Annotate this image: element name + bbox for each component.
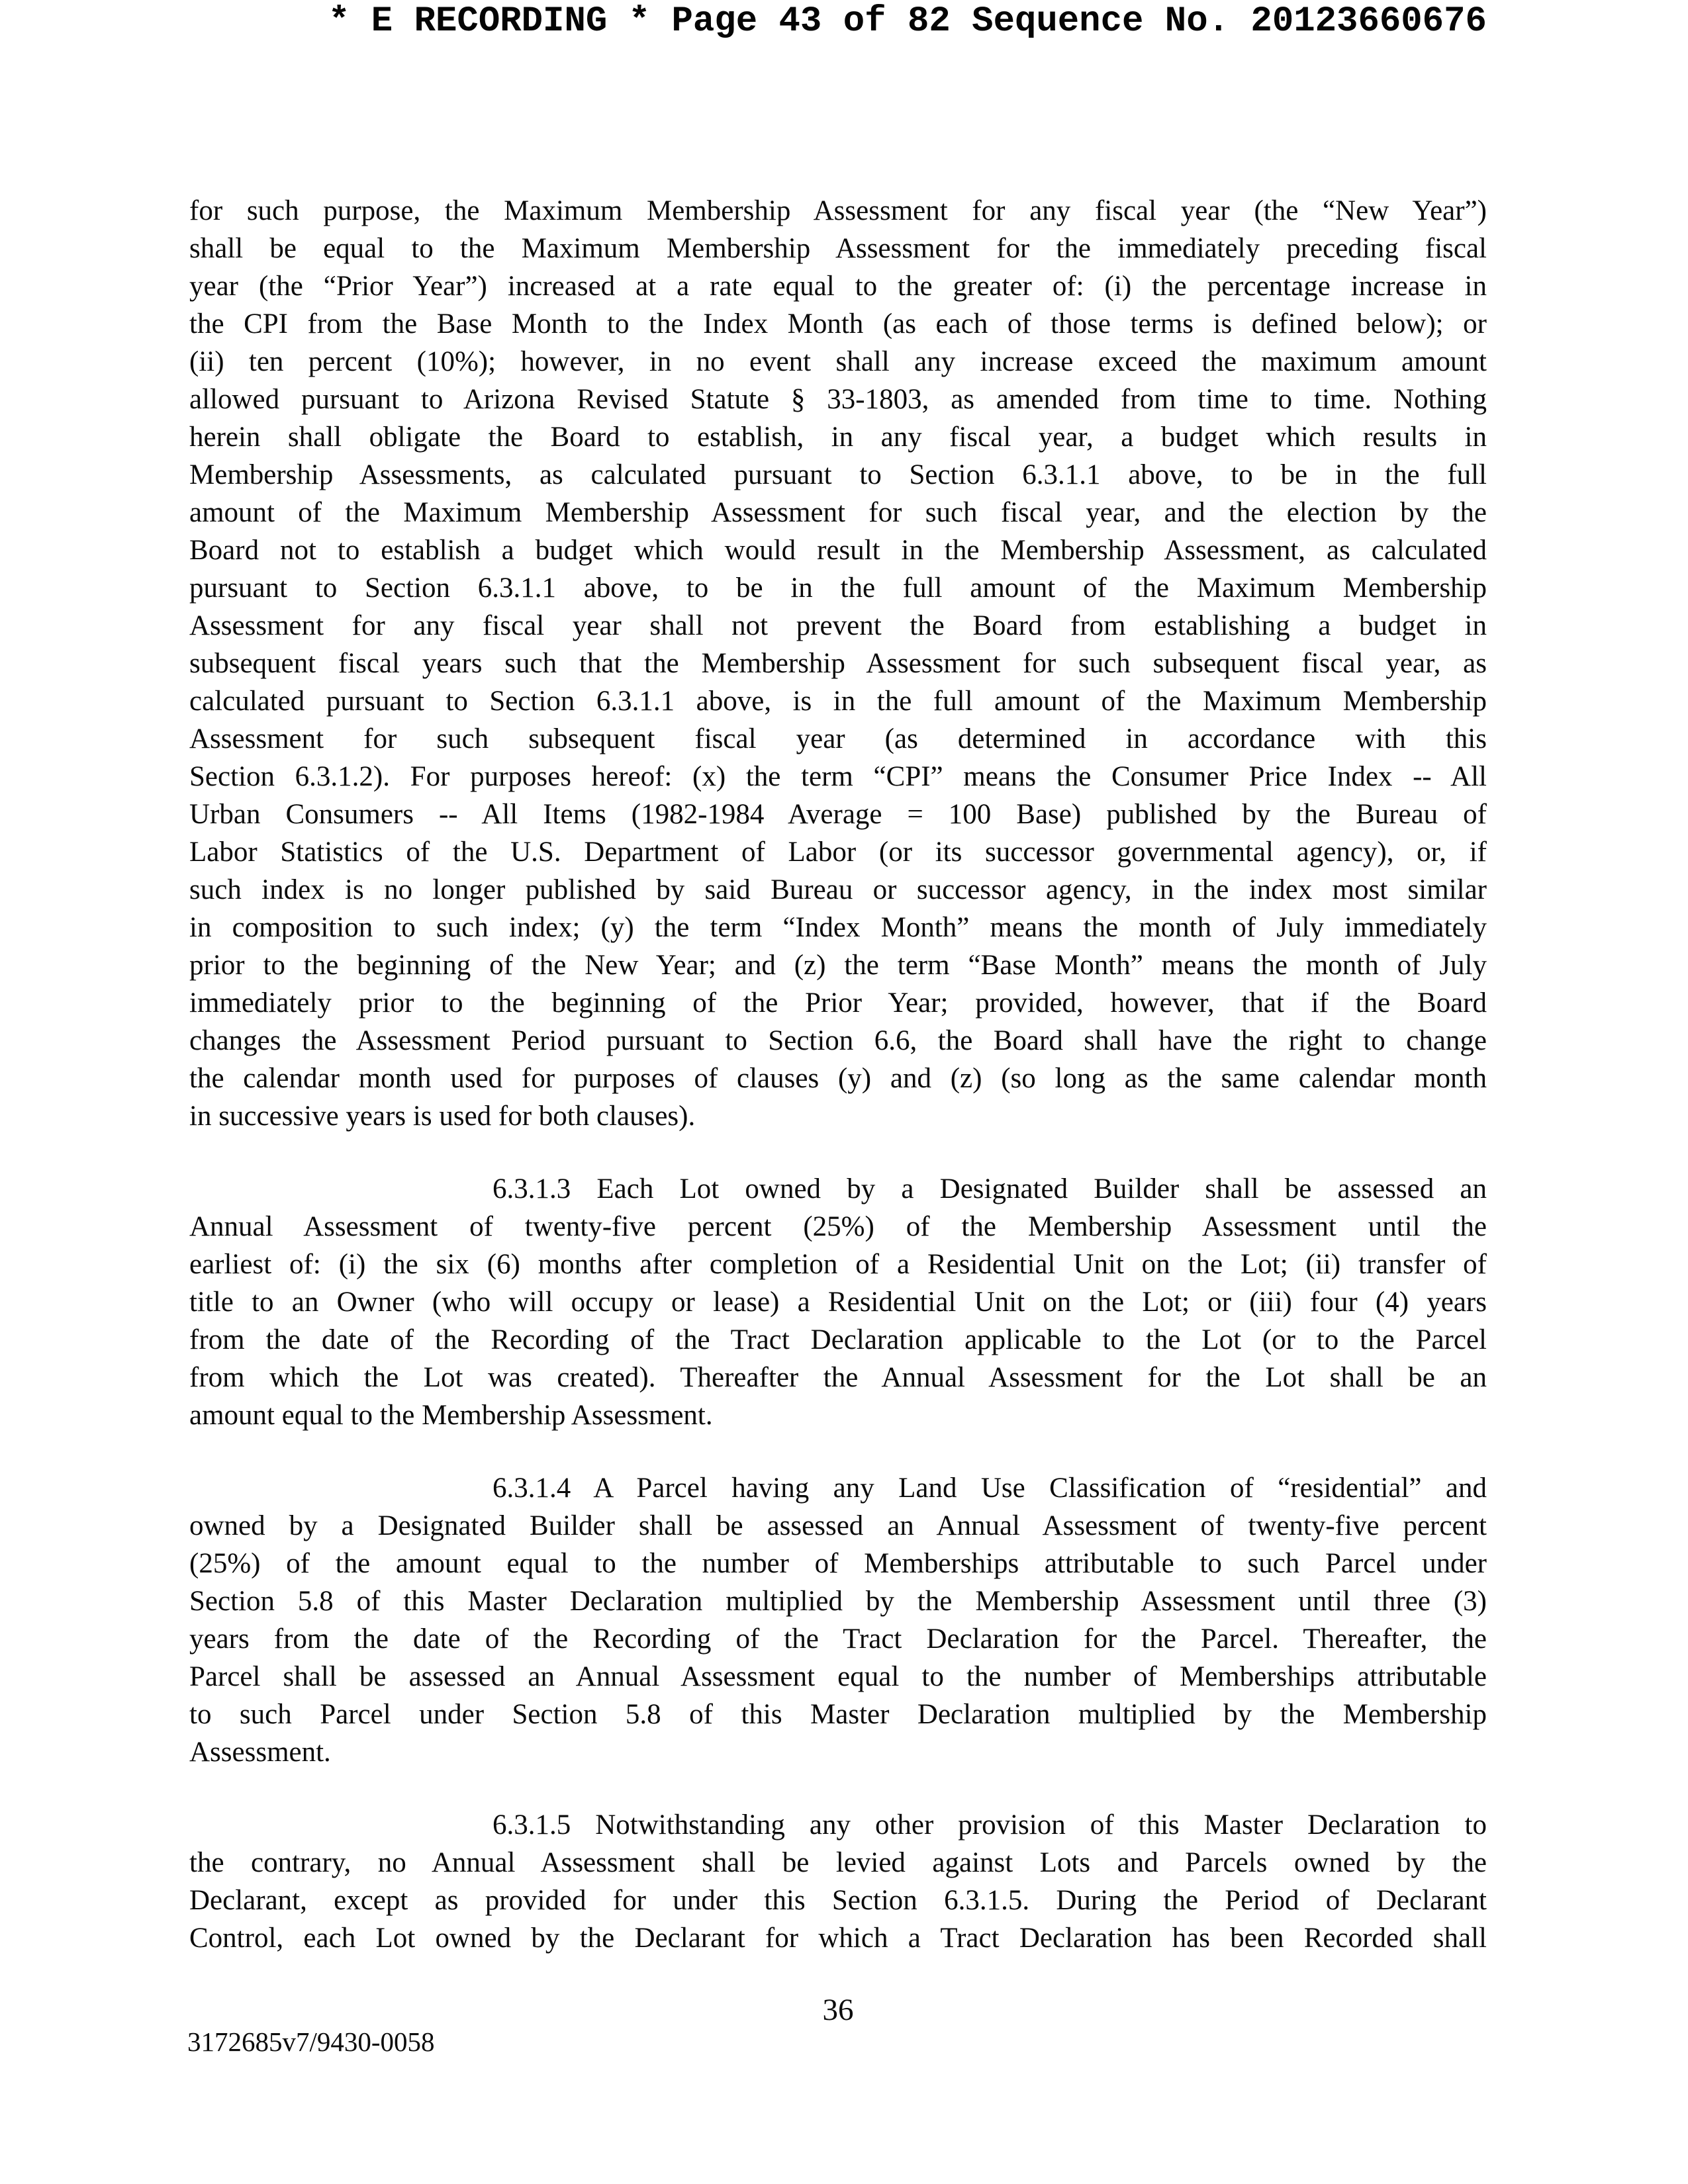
text-line: prior to the beginning of the New Year; and (z) the term “Base Month” means the month of July bbox=[189, 950, 1487, 981]
text-line: Declarant, except as provided for under this Section 6.3.1.5. During the Period of Declarant bbox=[189, 1885, 1487, 1916]
text-line: shall be equal to the Maximum Membership Assessment for the immediately preceding fiscal bbox=[189, 233, 1487, 264]
text-line: in successive years is used for both clauses). bbox=[189, 1101, 696, 1132]
text-line: Membership Assessments, as calculated pursuant to Section 6.3.1.1 above, to be in the full bbox=[189, 459, 1487, 490]
text-line: owned by a Designated Builder shall be assessed an Annual Assessment of twenty-five percent bbox=[189, 1510, 1487, 1541]
text-line: Control, each Lot owned by the Declarant for which a Tract Declaration has been Recorded shall bbox=[189, 1923, 1487, 1954]
body-text bbox=[189, 192, 1487, 1957]
paragraph-6-3-1-3 bbox=[189, 1170, 1487, 1434]
text-line: 6.3.1.3 Each Lot owned by a Designated Builder shall be assessed an bbox=[492, 1173, 1487, 1205]
text-line: Assessment for any fiscal year shall not prevent the Board from establishing a budget in bbox=[189, 610, 1487, 641]
text-line: calculated pursuant to Section 6.3.1.1 above, is in the full amount of the Maximum Membership bbox=[189, 686, 1487, 717]
text-line: (25%) of the amount equal to the number of Memberships attributable to such Parcel under bbox=[189, 1548, 1487, 1579]
text-line: pursuant to Section 6.3.1.1 above, to be in the full amount of the Maximum Membership bbox=[189, 572, 1487, 604]
text-line: such index is no longer published by said Bureau or successor agency, in the index most similar bbox=[189, 874, 1487, 905]
text-line: 6.3.1.5 Notwithstanding any other provision of this Master Declaration to bbox=[492, 1809, 1487, 1841]
text-line: amount equal to the Membership Assessment. bbox=[189, 1400, 713, 1431]
text-line: (ii) ten percent (10%); however, in no event shall any increase exceed the maximum amount bbox=[189, 346, 1487, 377]
text-line: Assessment for such subsequent fiscal year (as determined in accordance with this bbox=[189, 723, 1487, 754]
text-line: Section 5.8 of this Master Declaration multiplied by the Membership Assessment until three (3) bbox=[189, 1586, 1487, 1617]
text-line: years from the date of the Recording of the Tract Declaration for the Parcel. Thereafter, the bbox=[189, 1623, 1487, 1655]
document-number: 3172685v7/9430-0058 bbox=[187, 2026, 435, 2057]
text-line: Parcel shall be assessed an Annual Assessment equal to the number of Memberships attributable bbox=[189, 1661, 1487, 1692]
text-line: the CPI from the Base Month to the Index Month (as each of those terms is defined below); or bbox=[189, 308, 1487, 340]
page-number: 36 bbox=[822, 1993, 854, 2027]
text-line: the contrary, no Annual Assessment shall be levied against Lots and Parcels owned by the bbox=[189, 1847, 1487, 1878]
text-line: earliest of: (i) the six (6) months after completion of a Residential Unit on the Lot; (ii) transfer of bbox=[189, 1249, 1487, 1280]
text-line: Labor Statistics of the U.S. Department of Labor (or its successor governmental agency), or, if bbox=[189, 837, 1487, 868]
text-line: 6.3.1.4 A Parcel having any Land Use Classification of “residential” and bbox=[492, 1473, 1487, 1504]
text-line: from which the Lot was created). Thereafter the Annual Assessment for the Lot shall be an bbox=[189, 1362, 1487, 1393]
text-line: subsequent fiscal years such that the Membership Assessment for such subsequent fiscal year, as bbox=[189, 648, 1487, 679]
paragraph-continuation bbox=[189, 192, 1487, 1135]
text-line: from the date of the Recording of the Tract Declaration applicable to the Lot (or to the Parcel bbox=[189, 1324, 1487, 1355]
e-recording-header: * E RECORDING * Page 43 of 82 Sequence No. 20123660676 bbox=[328, 1, 1487, 42]
text-line: year (the “Prior Year”) increased at a rate equal to the greater of: (i) the percentage increase in bbox=[189, 271, 1487, 302]
text-line: allowed pursuant to Arizona Revised Statute § 33-1803, as amended from time to time. Nothing bbox=[189, 384, 1487, 415]
text-line: for such purpose, the Maximum Membership Assessment for any fiscal year (the “New Year”) bbox=[189, 195, 1487, 226]
paragraph-6-3-1-5 bbox=[189, 1806, 1487, 1957]
text-line: title to an Owner (who will occupy or lease) a Residential Unit on the Lot; or (iii) four (4) years bbox=[189, 1287, 1487, 1318]
text-line: immediately prior to the beginning of the Prior Year; provided, however, that if the Board bbox=[189, 987, 1487, 1019]
text-line: to such Parcel under Section 5.8 of this Master Declaration multiplied by the Membership bbox=[189, 1699, 1487, 1730]
text-line: Urban Consumers -- All Items (1982-1984 Average = 100 Base) published by the Bureau of bbox=[189, 799, 1487, 830]
text-line: Board not to establish a budget which would result in the Membership Assessment, as calculated bbox=[189, 535, 1487, 566]
text-line: Annual Assessment of twenty-five percent (25%) of the Membership Assessment until the bbox=[189, 1211, 1487, 1242]
text-line: Assessment. bbox=[189, 1737, 331, 1768]
text-line: amount of the Maximum Membership Assessment for such fiscal year, and the election by the bbox=[189, 497, 1487, 528]
text-line: herein shall obligate the Board to establish, in any fiscal year, a budget which results in bbox=[189, 422, 1487, 453]
text-line: Section 6.3.1.2). For purposes hereof: (x) the term “CPI” means the Consumer Price Index -- All bbox=[189, 761, 1487, 792]
text-line: in composition to such index; (y) the term “Index Month” means the month of July immediately bbox=[189, 912, 1487, 943]
text-line: the calendar month used for purposes of clauses (y) and (z) (so long as the same calendar month bbox=[189, 1063, 1487, 1094]
text-line: changes the Assessment Period pursuant to Section 6.6, the Board shall have the right to change bbox=[189, 1025, 1487, 1056]
paragraph-6-3-1-4 bbox=[189, 1469, 1487, 1771]
